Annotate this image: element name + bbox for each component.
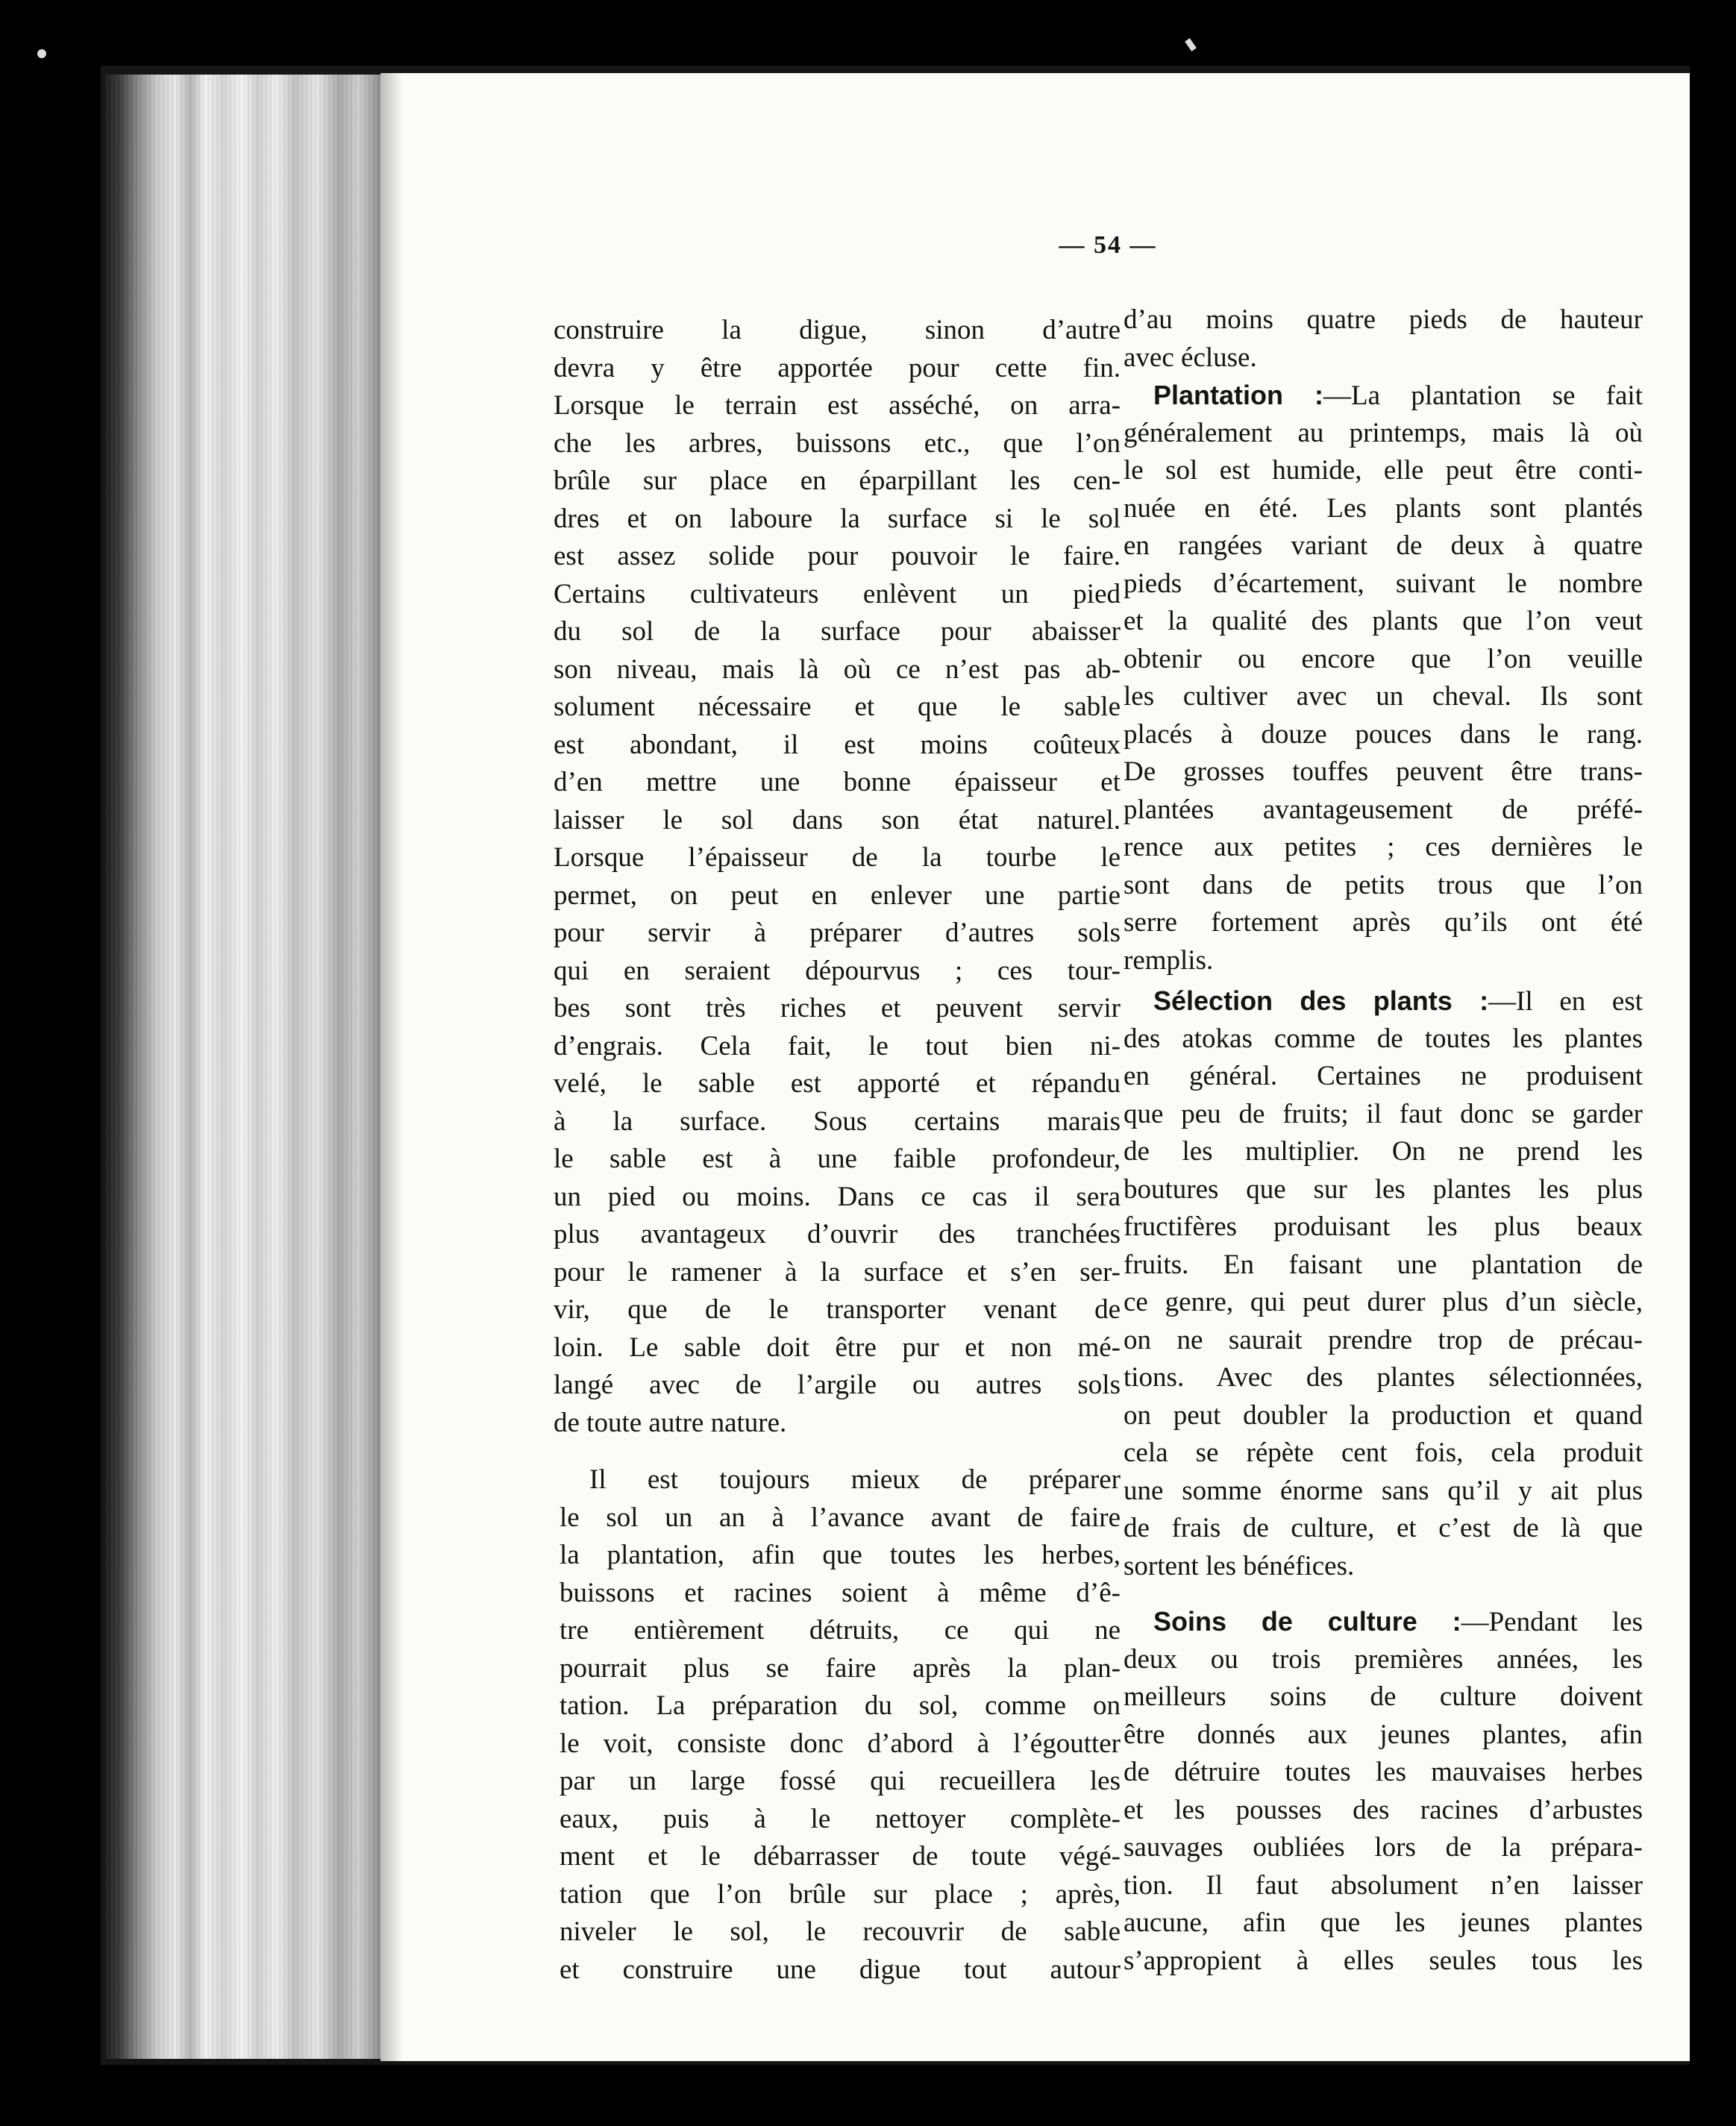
text-line: que peu de fruits; il faut donc se garder — [1124, 1098, 1643, 1129]
text-line: ment et le débarrasser de toute végé- — [560, 1841, 1121, 1872]
page-number: — 54 — — [1059, 231, 1157, 259]
text-line: la plantation, afin que toutes les herbes, — [560, 1540, 1121, 1570]
text-line: est assez solide pour pouvoir le faire. — [554, 541, 1121, 571]
text-line — [1124, 1603, 1643, 1641]
text-line: sortent les bénéfices. — [1124, 1550, 1355, 1581]
text-line: De grosses touffes peuvent être trans- — [1124, 756, 1643, 787]
text-line: avec écluse. — [1124, 342, 1257, 373]
text-line: tation que l’on brûle sur place ; après, — [560, 1878, 1121, 1910]
text-line: son niveau, mais là où ce n’est pas ab- — [554, 653, 1121, 685]
text-line: d’engrais. Cela fait, le tout bien ni- — [554, 1030, 1121, 1062]
text-line: et les pousses des racines d’arbustes — [1124, 1794, 1643, 1825]
text-line: pour servir à préparer d’autres sols — [554, 918, 1121, 948]
text-line: remplis. — [1124, 944, 1214, 976]
text-line: pourrait plus se faire après la plan- — [560, 1652, 1121, 1684]
text-line: plus avantageux d’ouvrir des tranchées — [554, 1219, 1121, 1249]
text-line: on peut doubler la production et quand — [1124, 1399, 1643, 1431]
text-line: en rangées variant de deux à quatre — [1124, 530, 1643, 561]
text-line: le sol est humide, elle peut être conti- — [1124, 455, 1643, 486]
text-line: obtenir ou encore que l’on veuille — [1124, 643, 1643, 674]
text-run: —La plantation se fait — [1323, 380, 1643, 411]
text-line: Il est toujours mieux de préparer — [589, 1464, 1121, 1495]
text-line: loin. Le sable doit être pur et non mé- — [554, 1332, 1121, 1363]
text-line: des atokas comme de toutes les plantes — [1124, 1023, 1643, 1054]
text-line: Lorsque l’épaisseur de la tourbe le — [554, 842, 1121, 873]
text-line: plantées avantageusement de préfé- — [1124, 794, 1643, 825]
text-line: solument nécessaire et que le sable — [554, 692, 1121, 722]
text-line: fruits. En faisant une plantation de — [1124, 1249, 1643, 1280]
text-line: niveler le sol, le recouvrir de sable — [560, 1916, 1121, 1947]
text-line: de les multiplier. On ne prend les — [1124, 1136, 1643, 1167]
text-line: être donnés aux jeunes plantes, afin — [1124, 1719, 1643, 1750]
text-line: permet, on peut en enlever une partie — [554, 879, 1121, 911]
gutter-shadow — [380, 73, 403, 2061]
text-line: boutures que sur les plantes les plus — [1124, 1173, 1643, 1205]
section-heading-plantation: Plantation : — [1153, 380, 1324, 410]
text-line: par un large fossé qui recueillera les — [560, 1766, 1121, 1796]
text-line: ce genre, qui peut durer plus d’un siècle, — [1124, 1287, 1643, 1317]
text-line: d’en mettre une bonne épaisseur et — [554, 767, 1121, 797]
text-line: à la surface. Sous certains marais — [554, 1106, 1121, 1137]
text-line: sont dans de petits trous que l’on — [1124, 869, 1643, 900]
paragraph-gap — [554, 1442, 1121, 1461]
paragraph-dike-height — [1124, 301, 1643, 377]
text-line: on ne saurait prendre trop de précau- — [1124, 1324, 1643, 1355]
text-line: tions. Avec des plantes sélectionnées, — [1124, 1362, 1643, 1393]
text-line: le sable est à une faible profondeur, — [554, 1144, 1121, 1174]
text-line: le voit, consiste donc d’abord à l’égoutter — [560, 1728, 1121, 1759]
text-line: de frais de culture, et c’est de là que — [1124, 1513, 1643, 1543]
text-line: Lorsque le terrain est asséché, on arra- — [554, 390, 1121, 421]
text-line: devra y être apportée pour cette fin. — [554, 352, 1121, 383]
text-run: —Il en est — [1488, 986, 1643, 1017]
text-line: serre fortement après qu’ils ont été — [1124, 907, 1643, 938]
text-line: fructifères produisant les plus beaux — [1124, 1211, 1643, 1242]
text-line: du sol de la surface pour abaisser — [554, 616, 1121, 647]
text-line: en général. Certaines ne produisent — [1124, 1061, 1643, 1091]
text-line: aucune, afin que les jeunes plantes — [1124, 1907, 1643, 1938]
text-line: le sol un an à l’avance avant de faire — [560, 1502, 1121, 1533]
text-line: généralement au printemps, mais là où — [1124, 417, 1643, 448]
section-soins-de-culture — [1124, 1603, 1643, 1980]
text-line: rence aux petites ; ces dernières le — [1124, 832, 1643, 862]
text-line: pour le ramener à la surface et s’en ser- — [554, 1256, 1121, 1288]
text-line — [1124, 377, 1643, 415]
left-column — [554, 312, 1121, 1989]
text-line: bes sont très riches et peuvent servir — [554, 993, 1121, 1023]
paragraph-soil-preparation — [554, 312, 1121, 1442]
text-line: pieds d’écartement, suivant le nombre — [1124, 568, 1643, 599]
text-line: langé avec de l’argile ou autres sols — [554, 1370, 1121, 1400]
text-line: velé, le sable est apporté et répandu — [554, 1068, 1121, 1099]
text-line: de toute autre nature. — [554, 1407, 787, 1438]
text-line: placés à douze pouces dans le rang. — [1124, 718, 1643, 750]
text-line: un pied ou moins. Dans ce cas il sera — [554, 1181, 1121, 1212]
text-line: de détruire toutes les mauvaises herbes — [1124, 1757, 1643, 1787]
section-plantation — [1124, 377, 1643, 979]
text-line: s’appropient à elles seules tous les — [1124, 1945, 1643, 1976]
text-line: deux ou trois premières années, les — [1124, 1643, 1643, 1675]
text-line: et la qualité des plants que l’on veut — [1124, 606, 1643, 636]
text-line: nuée en été. Les plants sont plantés — [1124, 492, 1643, 524]
text-line: qui en seraient dépourvus ; ces tour- — [554, 955, 1121, 986]
section-heading-selection: Sélection des plants : — [1153, 985, 1489, 1016]
text-run: —Pendant les — [1461, 1607, 1643, 1637]
text-line: sauvages oubliées lors de la prépara- — [1124, 1832, 1643, 1863]
text-line: buissons et racines soient à même d’ê- — [560, 1577, 1121, 1608]
text-line — [1124, 982, 1643, 1020]
text-line: vir, que de le transporter venant de — [554, 1294, 1121, 1325]
right-column — [1124, 301, 1643, 1980]
text-line: construire la digue, sinon d’autre — [554, 315, 1121, 345]
section-selection-des-plants — [1124, 982, 1643, 1585]
text-line: tre entièrement détruits, ce qui ne — [560, 1615, 1121, 1646]
text-line: tion. Il faut absolument n’en laisser — [1124, 1869, 1643, 1901]
text-line: d’au moins quatre pieds de hauteur — [1124, 304, 1643, 335]
text-line: et construire une digue tout autour — [560, 1954, 1121, 1985]
text-line: tation. La préparation du sol, comme on — [560, 1690, 1121, 1721]
text-line: les cultiver avec un cheval. Ils sont — [1124, 681, 1643, 712]
text-line: eaux, puis à le nettoyer complète- — [560, 1803, 1121, 1834]
text-line: laisser le sol dans son état naturel. — [554, 804, 1121, 835]
text-line: brûle sur place en éparpillant les cen- — [554, 465, 1121, 496]
paragraph-advance-preparation — [554, 1461, 1121, 1989]
text-line: cela se répète cent fois, cela produit — [1124, 1437, 1643, 1468]
text-line: Certains cultivateurs enlèvent un pied — [554, 578, 1121, 609]
book-page — [380, 73, 1690, 2061]
text-line: une somme énorme sans qu’il y ait plus — [1124, 1475, 1643, 1506]
section-heading-soins: Soins de culture : — [1153, 1606, 1461, 1637]
scan-mark-dot — [37, 49, 46, 58]
text-line: est abondant, il est moins coûteux — [554, 729, 1121, 760]
text-line: dres et on laboure la surface si le sol — [554, 503, 1121, 534]
text-line: che les arbres, buissons etc., que l’on — [554, 427, 1121, 459]
page-stack-edge — [104, 75, 380, 2059]
scan-mark-tick — [1185, 38, 1197, 51]
text-line: meilleurs soins de culture doivent — [1124, 1681, 1643, 1712]
